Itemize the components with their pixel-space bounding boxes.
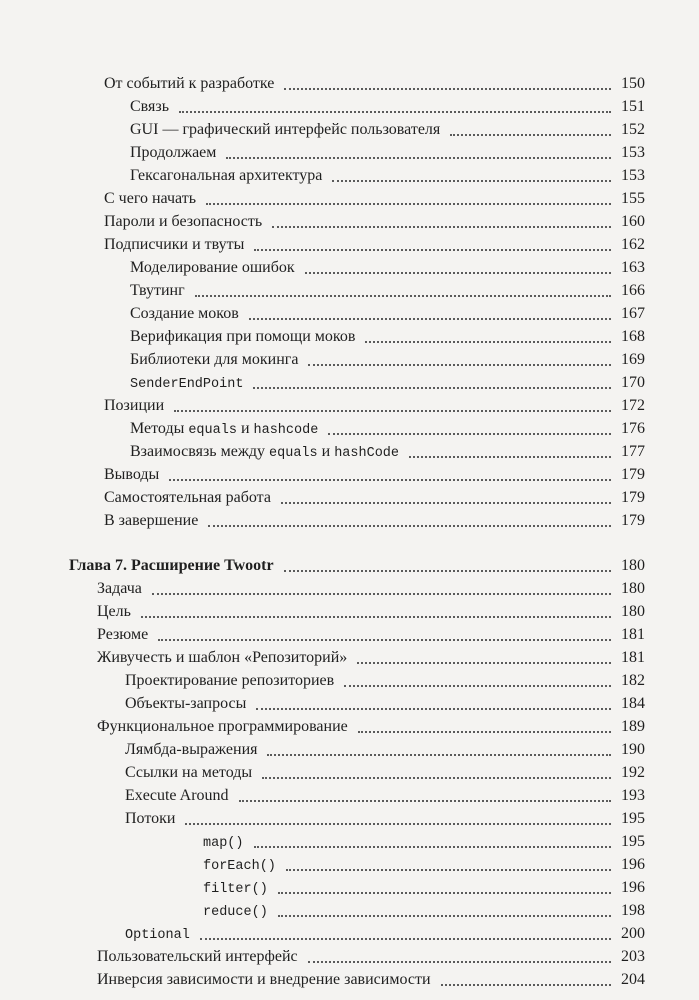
title-part: map() xyxy=(203,836,244,851)
toc-entry-title xyxy=(203,832,244,854)
title-part: Самостоятельная работа xyxy=(104,489,271,506)
toc-entry-title xyxy=(97,947,298,967)
dot-leader xyxy=(284,88,611,90)
title-part: Execute Around xyxy=(125,787,229,804)
title-part: Цель xyxy=(97,603,131,620)
toc-entry-title xyxy=(203,878,268,900)
dot-leader xyxy=(141,616,611,618)
toc-entry-title xyxy=(203,855,276,877)
dot-leader xyxy=(272,226,611,228)
toc-entry-podpischiki xyxy=(0,235,699,257)
dot-leader xyxy=(441,984,611,986)
page-number: 179 xyxy=(621,466,645,483)
dot-leader xyxy=(332,180,611,182)
toc-entry-title xyxy=(130,304,239,324)
title-part: Резюме xyxy=(97,626,149,643)
toc-entry-title xyxy=(97,602,131,622)
title-part: Проектирование репозиториев xyxy=(125,672,335,689)
dot-leader xyxy=(185,823,611,825)
page-number: 150 xyxy=(621,75,645,92)
title-part: Твутинг xyxy=(130,282,185,299)
title-part: Выводы xyxy=(104,466,160,483)
dot-leader xyxy=(195,295,611,297)
toc-entry-zadacha xyxy=(0,579,699,601)
page-number: 195 xyxy=(621,810,645,827)
dot-leader xyxy=(344,685,611,687)
title-part: filter() xyxy=(203,882,268,897)
page-number: 189 xyxy=(621,718,645,735)
toc-entry-title xyxy=(125,740,257,760)
toc-entry-title xyxy=(104,488,271,508)
dot-leader xyxy=(256,708,611,710)
title-part: GUI — графический интерфейс пользователя xyxy=(130,121,441,138)
toc-entry-rezyume xyxy=(0,625,699,647)
dot-leader xyxy=(253,387,611,389)
page-number: 195 xyxy=(621,833,645,850)
toc-entry-tvuting xyxy=(0,281,699,303)
page-number: 169 xyxy=(621,351,645,368)
title-part: и xyxy=(317,443,335,460)
toc-entry-title xyxy=(130,258,295,278)
dot-leader xyxy=(409,456,611,458)
toc-entry-title xyxy=(130,442,399,464)
page-number: 153 xyxy=(621,167,645,184)
dot-leader xyxy=(254,249,611,251)
title-part: Позиции xyxy=(104,397,165,414)
dot-leader xyxy=(365,341,611,343)
title-part: Библиотеки для мокинга xyxy=(130,351,299,368)
toc-entry-title xyxy=(125,924,190,946)
page-number: 172 xyxy=(621,397,645,414)
toc-entry-funktsionalnoe xyxy=(0,717,699,739)
toc-entry-tsel xyxy=(0,602,699,624)
page-number: 204 xyxy=(621,971,645,988)
dot-leader xyxy=(249,318,611,320)
toc-entry-title xyxy=(69,556,274,576)
toc-entry-zhivuchest xyxy=(0,648,699,670)
toc-entry-title xyxy=(125,786,229,806)
toc-entry-pozitsii xyxy=(0,396,699,418)
title-part: equals xyxy=(188,423,237,438)
title-part: Моделирование ошибок xyxy=(130,259,295,276)
toc-entry-paroli xyxy=(0,212,699,234)
toc-entry-metody-equals xyxy=(0,419,699,441)
dot-leader xyxy=(239,800,611,802)
toc-entry-title xyxy=(97,579,142,599)
toc-entry-title xyxy=(125,809,175,829)
page-number: 181 xyxy=(621,649,645,666)
page-number: 180 xyxy=(621,557,645,574)
toc-entry-ot-sobytiy xyxy=(0,74,699,96)
toc-entry-ssylki xyxy=(0,763,699,785)
dot-leader xyxy=(262,777,611,779)
toc-entry-title xyxy=(130,350,298,370)
title-part: Лямбда-выражения xyxy=(125,741,258,758)
title-part: Живучесть и шаблон «Репозиторий» xyxy=(97,649,348,666)
toc-entry-title xyxy=(130,97,169,117)
toc-entry-title xyxy=(104,465,159,485)
title-part: equals xyxy=(269,446,318,461)
title-part: SenderEndPoint xyxy=(130,377,244,392)
title-part: forEach() xyxy=(203,859,276,874)
toc-entry-potoki xyxy=(0,809,699,831)
page-number: 196 xyxy=(621,879,645,896)
toc-entry-title xyxy=(203,901,268,923)
toc-entry-verifikatsiya xyxy=(0,327,699,349)
title-part: hashcode xyxy=(253,423,319,438)
title-part: Функциональное программирование xyxy=(97,718,348,735)
toc-entry-title xyxy=(130,120,440,140)
toc-entry-title xyxy=(104,212,262,232)
toc-entry-vzaimosvyaz xyxy=(0,442,699,464)
title-part: Создание моков xyxy=(130,305,239,322)
dot-leader xyxy=(206,203,611,205)
dot-leader xyxy=(305,272,611,274)
toc-entry-geksagonalnaya xyxy=(0,166,699,188)
page-number: 160 xyxy=(621,213,645,230)
page-number: 179 xyxy=(621,512,645,529)
title-part: Optional xyxy=(125,928,190,943)
toc-entry-proektirovanie xyxy=(0,671,699,693)
title-part: Задача xyxy=(97,580,142,597)
page-number: 182 xyxy=(621,672,645,689)
toc-entry-title xyxy=(125,763,252,783)
toc-entry-biblioteki xyxy=(0,350,699,372)
page-number: 153 xyxy=(621,144,645,161)
toc-entry-map xyxy=(0,832,699,854)
dot-leader xyxy=(308,961,611,963)
toc-entry-foreach xyxy=(0,855,699,877)
title-part: reduce() xyxy=(203,905,268,920)
toc-entry-sozdanie-mokov xyxy=(0,304,699,326)
dot-leader xyxy=(281,502,611,504)
page-number: 192 xyxy=(621,764,645,781)
toc-entry-title xyxy=(125,671,334,691)
toc-entry-title xyxy=(130,143,216,163)
toc-entry-title xyxy=(97,648,347,668)
toc-entry-title xyxy=(104,189,196,209)
page-number: 193 xyxy=(621,787,645,804)
dot-leader xyxy=(267,754,611,756)
dot-leader xyxy=(169,479,611,481)
dot-leader xyxy=(358,731,611,733)
page-number: 162 xyxy=(621,236,645,253)
toc-entry-inversiya xyxy=(0,970,699,992)
title-part: Взаимосвязь между xyxy=(130,443,270,460)
toc-entry-title xyxy=(104,235,244,255)
toc-entry-title xyxy=(104,74,274,94)
toc-entry-vyvody xyxy=(0,465,699,487)
toc-entry-polzovatelskiy xyxy=(0,947,699,969)
title-part: Ссылки на методы xyxy=(125,764,253,781)
dot-leader xyxy=(158,639,611,641)
title-part: Потоки xyxy=(125,810,176,827)
title-part: От событий к разработке xyxy=(104,75,275,92)
toc-entry-title xyxy=(125,694,246,714)
title-part: С чего начать xyxy=(104,190,197,207)
dot-leader xyxy=(152,593,611,595)
page-number: 166 xyxy=(621,282,645,299)
title-part: Инверсия зависимости и внедрение зависимости xyxy=(97,971,431,988)
title-part: Объекты-запросы xyxy=(125,695,247,712)
page-number: 181 xyxy=(621,626,645,643)
toc-entry-title xyxy=(130,327,355,347)
toc-entry-title xyxy=(97,970,431,990)
toc-entry-title xyxy=(130,281,185,301)
dot-leader xyxy=(179,111,611,113)
dot-leader xyxy=(450,134,611,136)
dot-leader xyxy=(174,410,611,412)
title-part: В завершение xyxy=(104,512,199,529)
page-number: 151 xyxy=(621,98,645,115)
page-number: 177 xyxy=(621,443,645,460)
dot-leader xyxy=(328,433,611,435)
toc-entry-s-chego-nachat xyxy=(0,189,699,211)
dot-leader xyxy=(200,938,611,940)
title-part: Гексагональная архитектура xyxy=(130,167,323,184)
page-number: 198 xyxy=(621,902,645,919)
title-part: Верификация при помощи моков xyxy=(130,328,356,345)
page-number: 168 xyxy=(621,328,645,345)
toc-entry-samostoyatelnaya xyxy=(0,488,699,510)
toc-entry-senderendpoint xyxy=(0,373,699,395)
page-number: 167 xyxy=(621,305,645,322)
dot-leader xyxy=(284,570,611,572)
toc-entry-reduce xyxy=(0,901,699,923)
page-number: 184 xyxy=(621,695,645,712)
toc-entry-svyaz xyxy=(0,97,699,119)
title-part: и xyxy=(236,420,254,437)
toc-entry-title xyxy=(130,419,318,441)
page-number: 200 xyxy=(621,925,645,942)
toc-entry-title xyxy=(97,625,148,645)
toc-entry-title xyxy=(130,373,243,395)
page-number: 180 xyxy=(621,580,645,597)
toc-entry-optional xyxy=(0,924,699,946)
page-number: 179 xyxy=(621,489,645,506)
dot-leader xyxy=(208,525,611,527)
page-number: 203 xyxy=(621,948,645,965)
title-part: Методы xyxy=(130,420,189,437)
title-part: Связь xyxy=(130,98,169,115)
page-number: 170 xyxy=(621,374,645,391)
title-part: Подписчики и твуты xyxy=(104,236,245,253)
title-part: Пользовательский интерфейс xyxy=(97,948,298,965)
toc-entry-title xyxy=(97,717,348,737)
page-number: 190 xyxy=(621,741,645,758)
dot-leader xyxy=(308,364,611,366)
toc-entry-prodolzhaem xyxy=(0,143,699,165)
toc-entry-title xyxy=(104,511,198,531)
toc-entry-lyambda xyxy=(0,740,699,762)
page-number: 163 xyxy=(621,259,645,276)
title-part: Глава 7. Расширение Twootr xyxy=(69,557,274,574)
page-number: 155 xyxy=(621,190,645,207)
toc-entry-gui xyxy=(0,120,699,142)
toc-entry-title xyxy=(104,396,164,416)
toc-entry-glava-7 xyxy=(0,556,699,578)
toc-entry-v-zavershenie xyxy=(0,511,699,533)
toc-entry-obekty-zaprosy xyxy=(0,694,699,716)
page-number: 180 xyxy=(621,603,645,620)
title-part: Пароли и безопасность xyxy=(104,213,263,230)
toc-entry-execute-around xyxy=(0,786,699,808)
dot-leader xyxy=(226,157,611,159)
dot-leader xyxy=(278,892,611,894)
page-number: 152 xyxy=(621,121,645,138)
dot-leader xyxy=(286,869,611,871)
page-number: 176 xyxy=(621,420,645,437)
toc-entry-filter xyxy=(0,878,699,900)
title-part: hashCode xyxy=(334,446,400,461)
toc-entry-modelirovanie-oshibok xyxy=(0,258,699,280)
dot-leader xyxy=(278,915,611,917)
title-part: Продолжаем xyxy=(130,144,217,161)
toc-entry-title xyxy=(130,166,322,186)
page-number: 196 xyxy=(621,856,645,873)
dot-leader xyxy=(357,662,611,664)
dot-leader xyxy=(254,846,611,848)
